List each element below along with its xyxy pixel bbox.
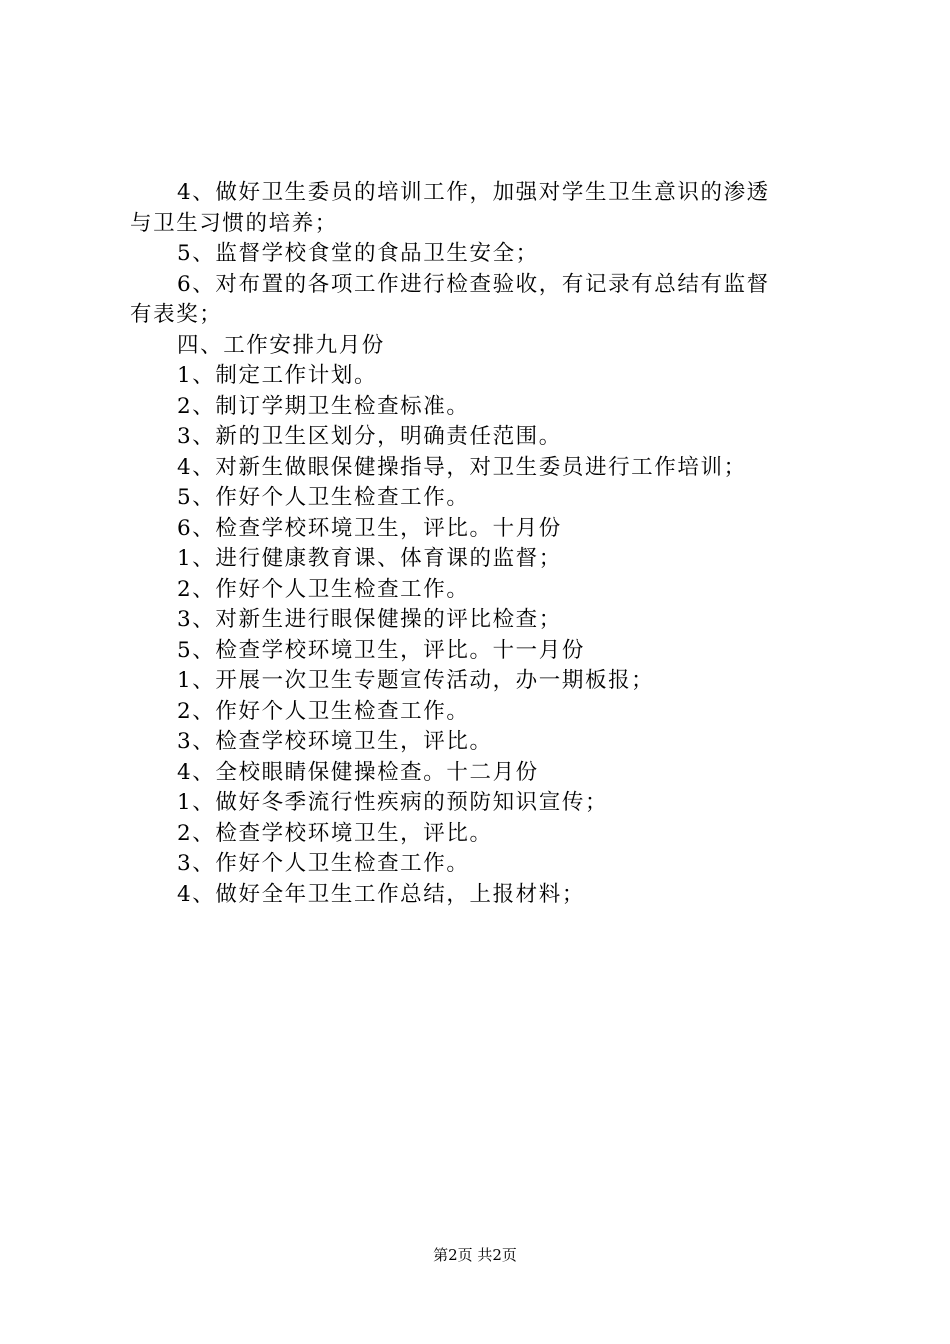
text-line: 5、检查学校环境卫生，评比。十一月份 — [177, 637, 585, 663]
text-line: 3、对新生进行眼保健操的评比检查； — [177, 607, 562, 632]
text-line: 与卫生习惯的培养； — [130, 210, 338, 236]
text-line: 6、检查学校环境卫生，评比。十月份 — [177, 515, 562, 541]
text-line: 1、进行健康教育课、体育课的监督； — [177, 546, 562, 571]
page-footer: 第2页 共2页 — [433, 1246, 517, 1264]
text-line: 3、检查学校环境卫生，评比。 — [177, 729, 493, 754]
text-line: 4、做好卫生委员的培训工作，加强对学生卫生意识的渗透 — [177, 180, 770, 205]
text-line: 1、做好冬季流行性疾病的预防知识宣传； — [177, 790, 609, 815]
text-line: 2、作好个人卫生检查工作。 — [177, 698, 470, 724]
text-line: 2、检查学校环境卫生，评比。 — [177, 820, 493, 846]
text-line: 2、制订学期卫生检查标准。 — [177, 393, 470, 419]
text-line: 1、制定工作计划。 — [177, 363, 378, 388]
text-line: 有表奖； — [130, 302, 223, 327]
text-line: 6、对布置的各项工作进行检查验收，有记录有总结有监督 — [177, 271, 770, 297]
text-line: 5、监督学校食堂的食品卫生安全； — [177, 241, 539, 266]
document-body — [130, 178, 832, 910]
text-line: 四、工作安排九月份 — [177, 332, 385, 358]
text-line: 4、对新生做眼保健操指导，对卫生委员进行工作培训； — [177, 454, 747, 480]
text-line: 5、作好个人卫生检查工作。 — [177, 485, 470, 510]
text-line: 3、新的卫生区划分，明确责任范围。 — [177, 424, 562, 449]
text-line: 4、全校眼睛保健操检查。十二月份 — [177, 759, 539, 785]
text-line: 3、作好个人卫生检查工作。 — [177, 851, 470, 876]
text-line: 1、开展一次卫生专题宣传活动，办一期板报； — [177, 668, 655, 693]
text-line: 4、做好全年卫生工作总结，上报材料； — [177, 881, 585, 907]
text-line: 2、作好个人卫生检查工作。 — [177, 576, 470, 602]
